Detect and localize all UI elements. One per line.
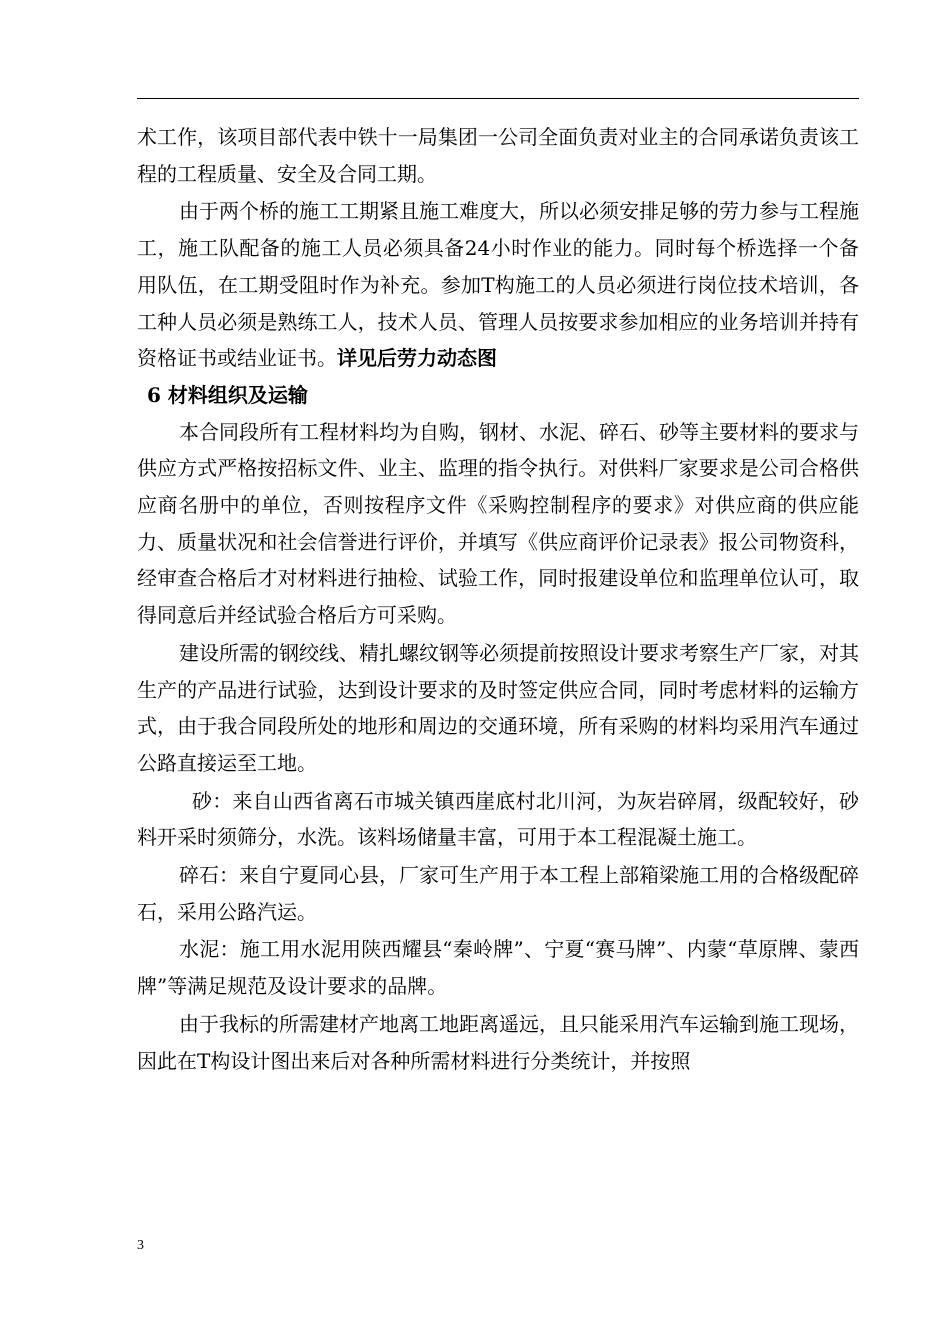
paragraph: 本合同段所有工程材料均为自购，钢材、水泥、碎石、砂等主要材料的要求与供应方式严格按招标文件、业主、监理的指令执行。对供料厂家要求是公司合格供应商名册中的单位，否则按程序文件《采购控制程序的要求》对供应商的供应能力、质量状况和社会信誉进行评价，并填写《供应商评价记录表》报公司物资科，经审查合格后才对材料进行抽检、试验工作，同时报建设单位和监理单位认可，取得同意后并经试验合格后方可采购。 — [137, 419, 859, 628]
bold-reference-text: 详见后劳力动态图 — [337, 346, 497, 371]
section-heading: 6 材料组织及运输 — [147, 382, 308, 407]
document-body — [137, 119, 859, 1079]
header-rule — [137, 98, 859, 99]
paragraph: 砂：来自山西省离石市城关镇西崖底村北川河，为灰岩碎屑，级配较好，砂料开采时须筛分，水洗。该料场储量丰富，可用于本工程混凝土施工。 — [137, 788, 859, 850]
paragraph: 建设所需的钢绞线、精扎螺纹钢等必须提前按照设计要求考察生产厂家，对其生产的产品进行试验，达到设计要求的及时签定供应合同，同时考虑材料的运输方式，由于我合同段所处的地形和周边的交通环境，所有采购的材料均采用汽车通过公路直接运至工地。 — [137, 640, 859, 775]
paragraph: 术工作，该项目部代表中铁十一局集团一公司全面负责对业主的合同承诺负责该工程的工程质量、安全及合同工期。 — [137, 125, 859, 186]
paragraph: 水泥：施工用水泥用陕西耀县“秦岭牌”、宁夏“赛马牌”、内蒙“草原牌、蒙西牌”等满足规范及设计要求的品牌。 — [137, 937, 859, 999]
paragraph — [137, 193, 859, 377]
paragraph: 碎石：来自宁夏同心县，厂家可生产用于本工程上部箱梁施工用的合格级配碎石，采用公路汽运。 — [137, 863, 859, 924]
paragraph-text: 由于两个桥的施工工期紧且施工难度大，所以必须安排足够的劳力参与工程施工，施工队配备的施工人员必须具备24小时作业的能力。同时每个桥选择一个备用队伍，在工期受阻时作为补充。参加T构施工的人员必须进行岗位技术培训，各工种人员必须是熟练工人，技术人员、管理人员按要求参加相应的业务培训并持有资格证书或结业证书。 — [137, 199, 859, 371]
paragraph: 由于我标的所需建材产地离工地距离遥远，且只能采用汽车运输到施工现场，因此在T构设计图出来后对各种所需材料进行分类统计，并按照 — [137, 1011, 859, 1073]
page-number: 3 — [137, 1238, 144, 1253]
